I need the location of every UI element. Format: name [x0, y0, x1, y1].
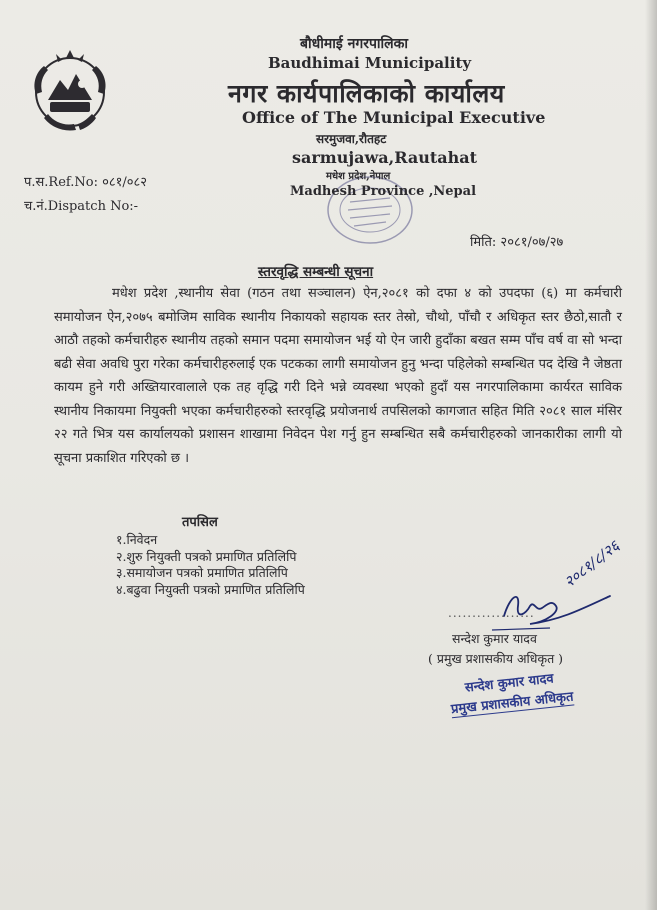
city-english: sarmujawa,Rautahat: [292, 148, 478, 167]
annex-title: तपसिल: [182, 515, 218, 530]
notice-body: मधेश प्रदेश ,स्थानीय सेवा (गठन तथा सञ्चालन) ऐन,२०८१ को दफा ४ को उपदफा (६) मा कर्मचारी समायोजन ऐन,२०७५ बमोजिम साविक स्थानीय निकायको सहायक स्तर तेस्रो, चौथो, पाँचौ र अधिकृत स्तर छैठो,सातौ र आठौ तहको कर्मचारीहरु स्थानीय तहको समान पदमा समायोजन भई यो ऐन जारी हुदाँका बखत सम्म पाँच वर्ष वा सो भन्दा बढी सेवा अवधि पुरा गरेका कर्मचारीहरुलाई एक पटकका लागी समायोजन हुनु भन्दा पहिलेको सम्बन्धित पद देखि नै जेष्ठता कायम हुने गरी अख्तियारवालाले एक तह वृद्धि गरी दिने भन्ने व्यवस्था भएको हुदाँ यस नगरपालिकामा कार्यरत साविक स्थानीय निकायमा नियुक्ती भएका कर्मचारीहरुको स्तरवृद्धि प्रयोजनार्थ तपसिलको कागजात सहित मिति २०८१ साल मंसिर २२ गते भित्र यस कार्यालयको प्रशासन शाखामा निवेदन पेश गर्नु हुन सम्बन्धित सबै कर्मचारीहरुको जानकारीका लागी यो सूचना प्रकाशित गरिएको छ ।: [54, 286, 622, 466]
municipality-name-nepali: बौधीमाई नगरपालिका: [300, 36, 409, 52]
stamp-name: सन्देश कुमार यादव: [464, 671, 555, 696]
annex-list: [116, 532, 305, 598]
province-english: Madhesh Province ,Nepal: [290, 184, 477, 199]
signature-date: २०८१/८/२६: [560, 536, 623, 591]
city-nepali: सरमुजवा,रौतहट: [316, 132, 387, 146]
notice-subject: स्तरवृद्धि सम्बन्धी सूचना: [258, 264, 374, 280]
dispatch-number: च.नं.Dispatch No:-: [24, 199, 139, 214]
stamp-title: प्रमुख प्रशासकीय अधिकृत: [450, 686, 574, 718]
signatory-title: ( प्रमुख प्रशासकीय अधिकृत ): [428, 651, 564, 666]
page-edge-shadow: [645, 0, 657, 910]
annex-item: ३.समायोजन पत्रको प्रमाणित प्रतिलिपि: [116, 565, 288, 580]
annex-item: २.शुरु नियुक्ती पत्रको प्रमाणित प्रतिलिपि: [116, 548, 297, 564]
municipality-name-english: Baudhimai Municipality: [268, 54, 472, 72]
letter-date: मिति: २०८१/०७/२७: [470, 235, 564, 250]
municipality-emblem-icon: [22, 44, 118, 140]
annex-item: ४.बढुवा नियुक्ती पत्रको प्रमाणित प्रतिलिपि: [116, 581, 305, 597]
province-nepali: मधेश प्रदेश,नेपाल: [326, 171, 391, 182]
office-name-english: Office of The Municipal Executive: [242, 108, 546, 127]
office-name-nepali: नगर कार्यपालिकाको कार्यालय: [228, 79, 505, 108]
signatory-name: सन्देश कुमार यादव: [452, 631, 537, 646]
reference-number: प.स.Ref.No: ०८१/०८२: [24, 175, 148, 190]
annex-item: १.निवेदन: [116, 532, 158, 547]
signature-line: ..................: [448, 606, 535, 620]
signatory-stamp: [446, 663, 594, 728]
